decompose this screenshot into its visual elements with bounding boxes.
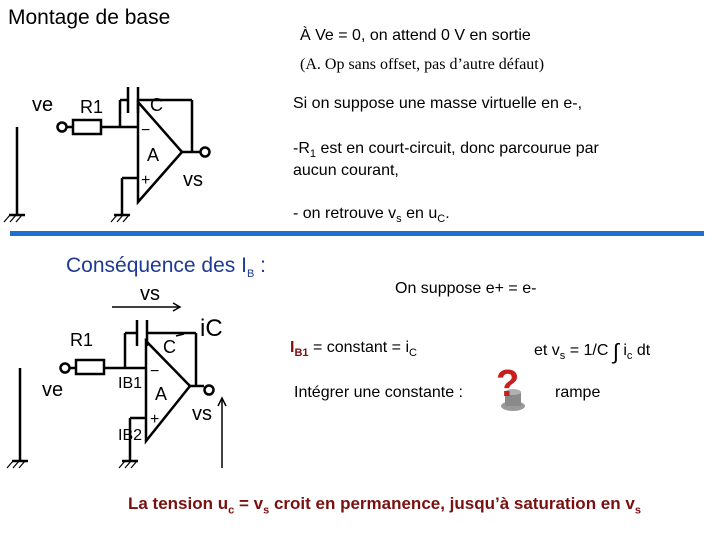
svg-text:A: A <box>147 145 160 165</box>
circuit-bias-current <box>0 278 245 483</box>
circuit-basic <box>0 75 240 235</box>
svg-text:?: ? <box>496 363 520 405</box>
svg-text:−: − <box>150 363 160 380</box>
svg-text:IB2: IB2 <box>118 427 143 444</box>
text-line-4: $-R_1$ est en court-circuit, donc parcourue par <box>293 140 599 161</box>
svg-text:vs: vs <box>183 169 203 191</box>
svg-text:vs: vs <box>192 403 212 425</box>
svg-text:C: C <box>150 95 163 115</box>
hypothesis-text: On suppose e+ = e- <box>395 280 537 297</box>
svg-text:+: + <box>150 411 160 428</box>
section-heading: Conséquence des $I_B$ : <box>66 254 266 281</box>
text-line-1: À Ve = 0, on attend 0 V en sortie <box>300 27 531 44</box>
text-line-2: (A. Op sans offset, pas d’autre défaut) <box>300 56 545 73</box>
svg-text:iC: iC <box>200 315 223 342</box>
svg-text:IB1: IB1 <box>118 375 143 392</box>
conclusion-text: La tension $u_c = v_s$ croit en permanence, jusqu’à saturation en $v_s$ <box>128 494 641 517</box>
text-line-6: - on retrouve $v_s$ en $u_C$. <box>293 205 450 226</box>
svg-text:R1: R1 <box>70 330 94 350</box>
text-line-3: Si on suppose une masse virtuelle en e-, <box>293 95 583 112</box>
svg-text:A: A <box>155 384 168 404</box>
ib-equation: $I_{B1}$ = constant = $i_C$ <box>290 339 417 360</box>
svg-text:vs: vs <box>140 283 160 305</box>
svg-text:C: C <box>163 337 176 357</box>
question-mark-icon <box>492 362 530 412</box>
svg-text:−: − <box>141 122 151 139</box>
text-line-5: aucun courant, <box>293 162 399 179</box>
slide-title: Montage de base <box>8 6 171 29</box>
svg-text:+: + <box>141 172 151 189</box>
svg-text:ve: ve <box>42 379 64 401</box>
svg-text:ve: ve <box>32 94 54 116</box>
vs-equation: et $v_s = 1/C$ ∫ $i_c$ dt <box>534 339 651 364</box>
integrer-text: Intégrer une constante : <box>294 384 463 401</box>
rampe-text: rampe <box>555 384 601 401</box>
svg-text:R1: R1 <box>80 97 104 117</box>
